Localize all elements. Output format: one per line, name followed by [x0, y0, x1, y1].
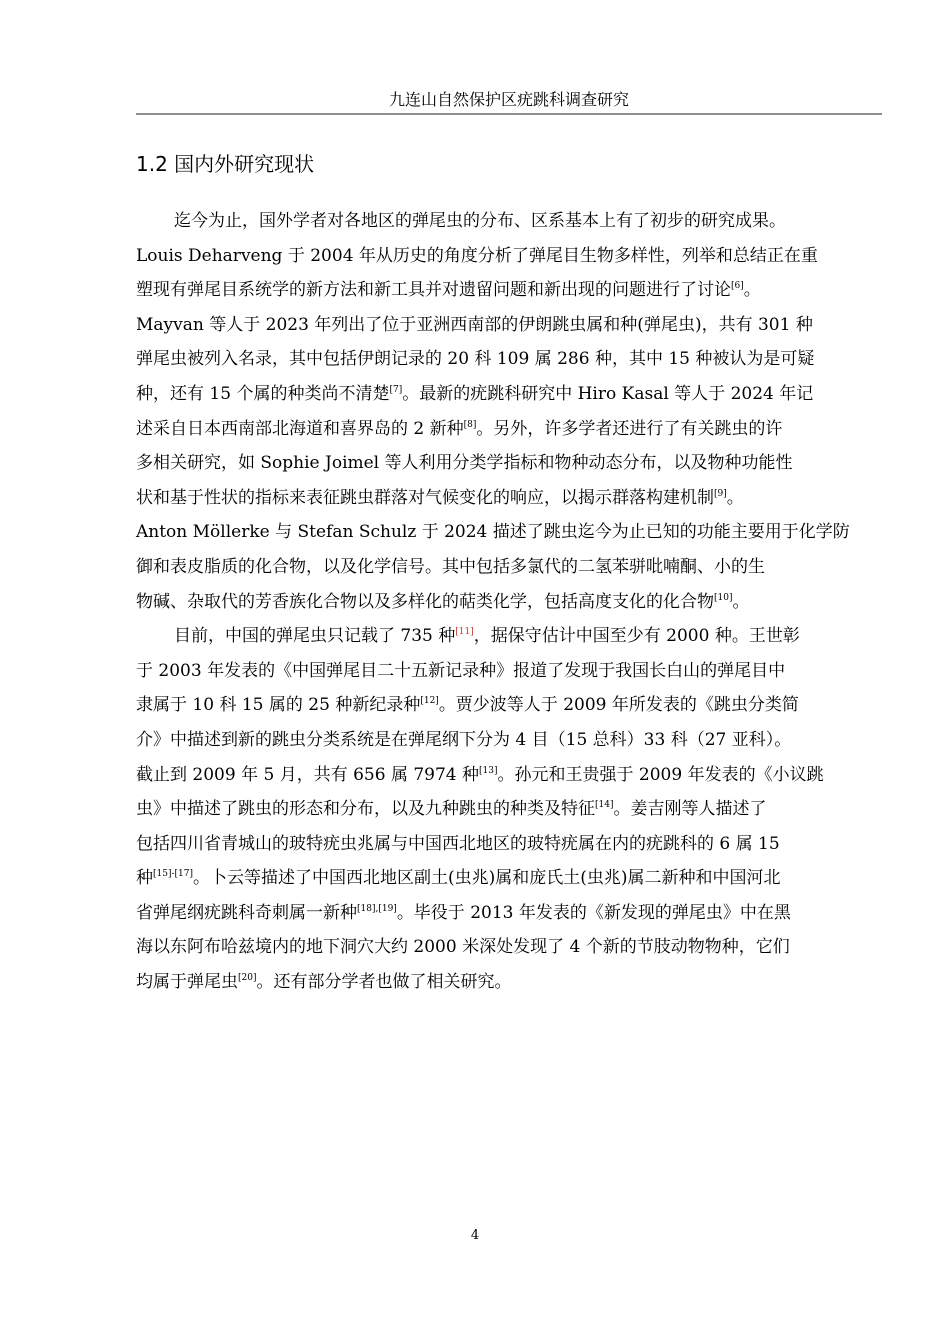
- citation[interactable]: [11]: [455, 627, 474, 638]
- text-line: 种[15]-[17]。卜云等描述了中国西北地区副土(虫兆)属和庞氏土(虫兆)属二新种和中国河北: [136, 868, 781, 889]
- citation[interactable]: [13]: [479, 765, 498, 776]
- text-line: 弹尾虫被列入名录，其中包括伊朗记录的 20 科 109 属 286 种，其中 15 种被认为是可疑: [136, 349, 815, 370]
- text-line: 于 2003 年发表的《中国弹尾目二十五新记录种》报道了发现于我国长白山的弹尾目中: [136, 660, 786, 681]
- text-line: 包括四川省青城山的玻特疣虫兆属与中国西北地区的玻特疣属在内的疣跳科的 6 属 15: [136, 833, 780, 854]
- text-line: 迄今为止，国外学者对各地区的弹尾虫的分布、区系基本上有了初步的研究成果。: [174, 211, 786, 231]
- text-line: 多相关研究，如 Sophie Joimel 等人利用分类学指标和物种动态分布，以及物种功能性: [136, 453, 793, 474]
- citation[interactable]: [18],[19]: [357, 903, 397, 914]
- text-line: 述采自日本西南部北海道和喜界岛的 2 新种[8]。另外，许多学者还进行了有关跳虫的许: [136, 418, 783, 439]
- body-text: [136, 204, 882, 1000]
- header-rule: [136, 113, 882, 115]
- citation[interactable]: [6]: [731, 281, 744, 292]
- text-line: 御和表皮脂质的化合物，以及化学信号。其中包括多氯代的二氢苯骈吡喃酮、小的生: [136, 556, 765, 577]
- text-line: 海以东阿布哈兹境内的地下洞穴大约 2000 米深处发现了 4 个新的节肢动物物种，它们: [136, 937, 790, 958]
- text-line: Anton Möllerke 与 Stefan Schulz 于 2024 描述了跳虫迄今为止已知的功能主要用于化学防: [136, 522, 850, 543]
- citation[interactable]: [10]: [714, 592, 733, 603]
- text-line: 截止到 2009 年 5 月，共有 656 属 7974 种[13]。孙元和王贵强于 2009 年发表的《小议跳: [136, 764, 824, 785]
- citation[interactable]: [8]: [463, 419, 477, 430]
- citation[interactable]: [7]: [389, 384, 403, 395]
- page-number: 4: [470, 1228, 480, 1243]
- text-line: Louis Deharveng 于 2004 年从历史的角度分析了弹尾目生物多样性，列举和总结正在重: [136, 245, 818, 266]
- text-line: 状和基于性状的指标来表征跳虫群落对气候变化的响应，以揭示群落构建机制[9]。: [136, 487, 744, 508]
- text-line: 均属于弹尾虫[20]。还有部分学者也做了相关研究。: [136, 972, 512, 993]
- text-line: 虫》中描述了跳虫的形态和分布，以及九种跳虫的种类及特征[14]。姜吉刚等人描述了: [136, 799, 767, 820]
- text-line: Mayvan 等人于 2023 年列出了位于亚洲西南部的伊朗跳虫属和种(弹尾虫)，共有 301 种: [136, 314, 813, 335]
- text-line: 隶属于 10 科 15 属的 25 种新纪录种[12]。贾少波等人于 2009 年所发表的《跳虫分类简: [136, 695, 799, 716]
- section-heading: 1.2 国内外研究现状: [136, 152, 315, 176]
- running-header: 九连山自然保护区疣跳科调查研究: [388, 90, 629, 109]
- text-line: 介》中描述到新的跳虫分类系统是在弹尾纲下分为 4 目（15 总科）33 科（27 亚科）。: [136, 729, 792, 750]
- citation[interactable]: [14]: [595, 800, 614, 811]
- text-line: 塑现有弹尾目系统学的新方法和新工具并对遗留问题和新出现的问题进行了讨论[6]。: [136, 280, 761, 301]
- citation[interactable]: [15]-[17]: [153, 869, 193, 880]
- text-line: 物碱、杂取代的芳香族化合物以及多样化的萜类化学，包括高度支化的化合物[10]。: [136, 591, 750, 612]
- text-line: 目前，中国的弹尾虫只记载了 735 种[11]，据保守估计中国至少有 2000 种。王世彰: [174, 626, 800, 647]
- text-line: 种，还有 15 个属的种类尚不清楚[7]。最新的疣跳科研究中 Hiro Kasal 等人于 2024 年记: [136, 383, 814, 404]
- citation[interactable]: [12]: [420, 696, 439, 707]
- citation[interactable]: [20]: [238, 973, 257, 984]
- text-line: 省弹尾纲疣跳科奇刺属一新种[18],[19]。毕役于 2013 年发表的《新发现的弹尾虫》中在黑: [136, 902, 791, 923]
- citation[interactable]: [9]: [714, 488, 727, 499]
